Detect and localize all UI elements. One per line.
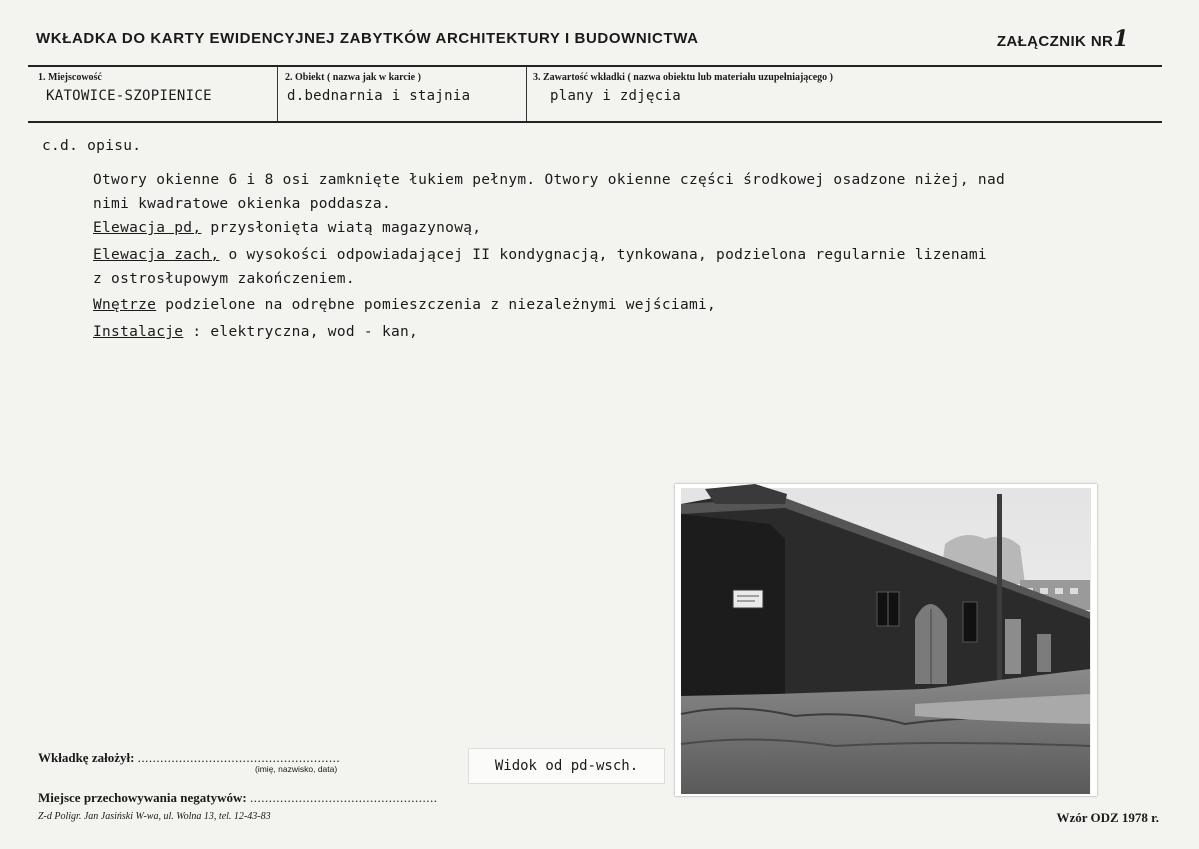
line-3-text: przysłonięta wiatą magazynową, <box>201 220 482 236</box>
line-4-prefix: Elewacja zach, <box>93 247 220 263</box>
locality-label: 1. Miejscowość <box>38 72 102 83</box>
field-divider-2 <box>526 66 527 122</box>
description-line-7 <box>93 324 418 340</box>
created-by-label: Wkładkę założył: <box>38 750 135 765</box>
description-line-2 <box>93 196 391 212</box>
description-line-5 <box>93 271 355 287</box>
storage-label: Miejsce przechowywania negatywów: <box>38 790 247 805</box>
field-divider-1 <box>277 66 278 122</box>
form-title: WKŁADKA DO KARTY EWIDENCYJNEJ ZABYTKÓW ARCHITEKTURY I BUDOWNICTWA <box>36 30 699 47</box>
printer-imprint: Z-d Poligr. Jan Jasiński W-wa, ul. Wolna 13, tel. 12-43-83 <box>38 811 271 822</box>
photo-graphic <box>675 484 1097 796</box>
storage-dots: .................................................. <box>249 790 438 805</box>
line-6-text: podzielone na odrębne pomieszczenia z niezależnymi wejściami, <box>156 297 717 313</box>
description-line-6 <box>93 297 716 313</box>
header-rule-top <box>28 65 1162 67</box>
annex-number: 1 <box>1113 26 1129 52</box>
line-2-text: nimi kwadratowe okienka poddasza. <box>93 196 391 212</box>
locality-value: KATOWICE-SZOPIENICE <box>46 88 212 104</box>
line-5-text: z ostrosłupowym zakończeniem. <box>93 271 355 287</box>
description-line-1 <box>93 172 1005 188</box>
description-line-4 <box>93 247 987 263</box>
line-7-prefix: Instalacje <box>93 324 184 340</box>
description-line-3 <box>93 220 481 236</box>
line-6-prefix: Wnętrze <box>93 297 157 313</box>
storage-line <box>38 790 437 806</box>
contents-value: plany i zdjęcia <box>550 88 681 104</box>
annex-label-text: ZAŁĄCZNIK NR <box>996 33 1114 50</box>
annex-label <box>997 26 1129 52</box>
line-1-text: Otwory okienne 6 i 8 osi zamknięte łukiem pełnym. Otwory okienne części środkowej osadzone niżej, nad <box>93 172 1006 188</box>
object-label: 2. Obiekt ( nazwa jak w karcie ) <box>285 72 421 83</box>
form-number: Wzór ODZ 1978 r. <box>1056 810 1159 825</box>
line-4-text: o wysokości odpowiadającej II kondygnacją, tynkowana, podzielona regularnie lizenami <box>219 247 987 263</box>
building-photo <box>675 484 1097 796</box>
line-3-prefix: Elewacja pd, <box>93 220 202 236</box>
header-rule-bottom <box>28 121 1162 123</box>
created-by-dots: ...................................................... <box>137 750 341 765</box>
line-7-text: : elektryczna, wod - kan, <box>183 324 419 340</box>
contents-label: 3. Zawartość wkładki ( nazwa obiektu lub materiału uzupełniającego ) <box>533 72 834 83</box>
photo-caption: Widok od pd-wsch. <box>468 748 665 784</box>
object-value: d.bednarnia i stajnia <box>287 88 471 104</box>
created-by-hint: (imię, nazwisko, data) <box>255 764 338 774</box>
description-heading: c.d. opisu. <box>42 138 142 154</box>
